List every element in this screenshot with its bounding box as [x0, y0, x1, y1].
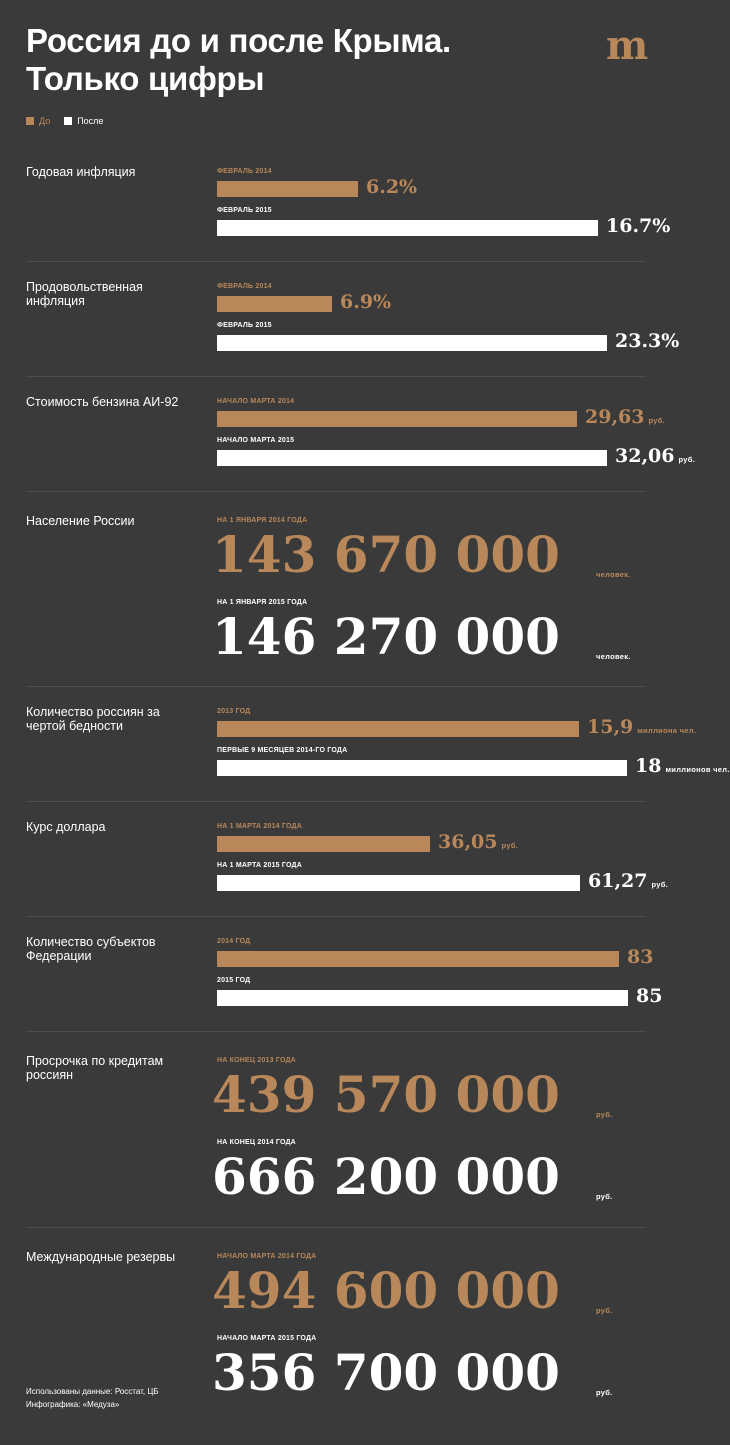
- value-before: [587, 718, 696, 737]
- caption-before: ФЕВРАЛЬ 2014: [217, 283, 272, 290]
- section-divider: [26, 261, 646, 262]
- value-after-unit: руб.: [678, 455, 696, 464]
- caption-after: ФЕВРАЛЬ 2015: [217, 322, 272, 329]
- caption-after: НАЧАЛО МАРТА 2015 ГОДА: [217, 1335, 317, 1342]
- section-divider: [26, 491, 646, 492]
- caption-after: ПЕРВЫЕ 9 МЕСЯЦЕВ 2014-ГО ГОДА: [217, 747, 348, 754]
- caption-before: НА КОНЕЦ 2013 ГОДА: [217, 1057, 296, 1064]
- value-before: [366, 178, 417, 197]
- value-before-number: 83: [627, 946, 654, 968]
- legend-item-before: [26, 116, 50, 126]
- row-label: Курс доллара: [26, 820, 106, 834]
- section-divider: [26, 1227, 646, 1228]
- caption-before: 2014 ГОД: [217, 938, 251, 945]
- big-value-after: 146 270 000: [212, 607, 560, 666]
- value-after-number: 85: [636, 985, 663, 1007]
- value-before-number: 15,9: [587, 716, 634, 738]
- section-divider: [26, 1031, 646, 1032]
- caption-before: 2013 ГОД: [217, 708, 251, 715]
- big-value-before: 494 600 000: [212, 1261, 560, 1320]
- value-after-number: 32,06: [615, 445, 675, 467]
- bar-before: [217, 181, 358, 197]
- bar-after: [217, 760, 627, 776]
- section-divider: [26, 376, 646, 377]
- big-value-before: 439 570 000: [212, 1065, 560, 1124]
- row-label: Стоимость бензина АИ-92: [26, 395, 179, 409]
- value-after-number: 18: [635, 755, 662, 777]
- legend-label-before: До: [39, 116, 51, 126]
- caption-after: 2015 ГОД: [217, 977, 251, 984]
- value-after-number: 23.3%: [615, 330, 680, 352]
- caption-before: НАЧАЛО МАРТА 2014: [217, 398, 295, 405]
- big-value-before: 143 670 000: [212, 525, 560, 584]
- section-divider: [26, 801, 646, 802]
- big-value-after: 666 200 000: [212, 1147, 560, 1206]
- caption-before: НАЧАЛО МАРТА 2014 ГОДА: [217, 1253, 317, 1260]
- bar-after: [217, 875, 580, 891]
- value-after: [606, 217, 670, 236]
- value-after-unit: руб.: [651, 880, 669, 889]
- value-before: [438, 833, 518, 852]
- unit-after: человек.: [596, 652, 631, 661]
- value-after: [588, 872, 668, 891]
- bar-after: [217, 990, 628, 1006]
- value-before-number: 29,63: [585, 406, 645, 428]
- row-label: Население России: [26, 514, 135, 528]
- bar-before: [217, 721, 579, 737]
- value-after: [636, 987, 662, 1006]
- row-label: Количество субъектов Федерации: [26, 935, 156, 963]
- bar-before: [217, 296, 332, 312]
- legend-item-after: [64, 116, 103, 126]
- section-divider: [26, 916, 646, 917]
- row-label: Просрочка по кредитам россиян: [26, 1054, 164, 1082]
- value-after: [615, 332, 679, 351]
- unit-before: руб.: [596, 1110, 613, 1119]
- value-after-number: 16.7%: [606, 215, 671, 237]
- meduza-logo-icon: m: [606, 22, 649, 69]
- caption-after: НАЧАЛО МАРТА 2015: [217, 437, 295, 444]
- row-label: Количество россиян за чертой бедности: [26, 705, 160, 733]
- unit-after: руб.: [596, 1388, 613, 1397]
- big-value-after: 356 700 000: [212, 1343, 560, 1402]
- title-line-1: Россия до и после Крыма.: [26, 22, 451, 59]
- value-after: [615, 447, 695, 466]
- title-line-2: Только цифры: [26, 60, 265, 97]
- page-title: [26, 22, 451, 98]
- bar-before: [217, 951, 619, 967]
- bar-after: [217, 335, 607, 351]
- bar-after: [217, 220, 598, 236]
- unit-after: руб.: [596, 1192, 613, 1201]
- value-before: [340, 293, 391, 312]
- caption-after: НА КОНЕЦ 2014 ГОДА: [217, 1139, 296, 1146]
- caption-before: НА 1 ЯНВАРЯ 2014 ГОДА: [217, 517, 308, 524]
- footer: [26, 1385, 159, 1411]
- row-label: Годовая инфляция: [26, 165, 136, 179]
- bar-before: [217, 836, 430, 852]
- value-after-unit: миллионов чел.: [665, 765, 730, 774]
- caption-before: НА 1 МАРТА 2014 ГОДА: [217, 823, 302, 830]
- caption-before: ФЕВРАЛЬ 2014: [217, 168, 272, 175]
- legend-swatch-before: [26, 117, 34, 125]
- value-before-unit: руб.: [648, 416, 666, 425]
- legend-swatch-after: [64, 117, 72, 125]
- value-before-unit: руб.: [501, 841, 519, 850]
- value-before-number: 6.2%: [366, 176, 418, 198]
- footer-credit: Инфографика: «Медуза»: [26, 1400, 120, 1409]
- row-label: Международные резервы: [26, 1250, 176, 1264]
- caption-after: НА 1 МАРТА 2015 ГОДА: [217, 862, 302, 869]
- value-before-number: 6.9%: [340, 291, 392, 313]
- bar-before: [217, 411, 577, 427]
- caption-after: НА 1 ЯНВАРЯ 2015 ГОДА: [217, 599, 308, 606]
- row-label: Продовольственная инфляция: [26, 280, 143, 308]
- unit-before: человек.: [596, 570, 631, 579]
- legend-label-after: После: [77, 116, 104, 126]
- value-before: [585, 408, 665, 427]
- bar-after: [217, 450, 607, 466]
- value-after-number: 61,27: [588, 870, 648, 892]
- legend: [26, 116, 117, 126]
- unit-before: руб.: [596, 1306, 613, 1315]
- footer-sources: Использованы данные: Росстат, ЦБ: [26, 1387, 159, 1396]
- value-before: [627, 948, 653, 967]
- value-before-unit: миллиона чел.: [637, 726, 697, 735]
- value-after: [635, 757, 730, 776]
- section-divider: [26, 686, 646, 687]
- value-before-number: 36,05: [438, 831, 498, 853]
- caption-after: ФЕВРАЛЬ 2015: [217, 207, 272, 214]
